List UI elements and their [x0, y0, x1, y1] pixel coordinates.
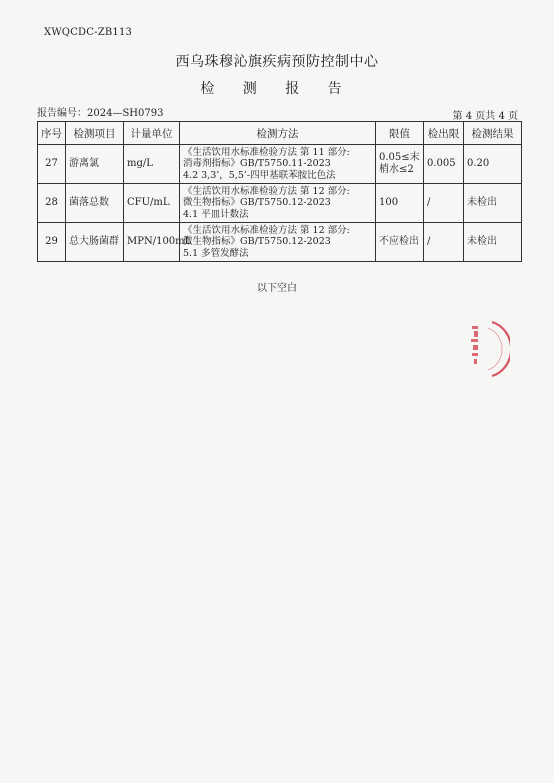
row-result: 0.20	[464, 145, 522, 184]
row-no: 28	[38, 184, 66, 223]
row-detection-limit: 0.005	[424, 145, 464, 184]
row-no: 27	[38, 145, 66, 184]
report-title: 检 测 报 告	[200, 81, 354, 97]
table-row	[38, 184, 522, 223]
col-header-detection-limit: 检出限	[424, 122, 464, 145]
method-line: 《生活饮用水标准检验方法 第 11 部分:	[183, 146, 350, 158]
row-detection-limit: /	[424, 223, 464, 262]
row-unit: mg/L	[124, 145, 180, 184]
method-line: 微生物指标》GB/T5750.12-2023	[183, 197, 331, 209]
row-item: 菌落总数	[66, 184, 124, 223]
method-line: 《生活饮用水标准检验方法 第 12 部分:	[183, 224, 350, 236]
row-limit: 不应检出	[376, 223, 424, 262]
organization-name: 西乌珠穆沁旗疾病预防控制中心	[175, 54, 379, 70]
page-indicator: 第 4 页共 4 页	[452, 111, 518, 122]
row-method	[180, 145, 376, 184]
row-no: 29	[38, 223, 66, 262]
row-detection-limit: /	[424, 184, 464, 223]
row-method	[180, 223, 376, 262]
seal-stamp-icon	[462, 318, 510, 380]
col-header-no: 序号	[38, 122, 66, 145]
method-line: 5.1 多管发酵法	[183, 247, 249, 259]
row-unit: CFU/mL	[124, 184, 180, 223]
row-item: 总大肠菌群	[66, 223, 124, 262]
row-limit: 100	[376, 184, 424, 223]
row-unit: MPN/100mL	[124, 223, 180, 262]
table-row	[38, 145, 522, 184]
document-code: XWQCDC-ZB113	[44, 27, 133, 38]
col-header-method: 检测方法	[180, 122, 376, 145]
table-row	[38, 223, 522, 262]
row-limit: 0.05≤末梢水≤2	[376, 145, 424, 184]
end-of-data-note: 以下空白	[257, 283, 297, 294]
col-header-result: 检测结果	[464, 122, 522, 145]
row-result: 未检出	[464, 223, 522, 262]
results-table	[37, 121, 522, 262]
col-header-unit: 计量单位	[124, 122, 180, 145]
row-item: 游离氯	[66, 145, 124, 184]
col-header-item: 检测项目	[66, 122, 124, 145]
method-line: 4.1 平皿计数法	[183, 208, 249, 220]
row-method	[180, 184, 376, 223]
report-number: 报告编号：2024—SH0793	[37, 108, 164, 119]
row-result: 未检出	[464, 184, 522, 223]
method-line: 《生活饮用水标准检验方法 第 12 部分:	[183, 185, 350, 197]
col-header-limit: 限值	[376, 122, 424, 145]
method-line: 微生物指标》GB/T5750.12-2023	[183, 236, 331, 248]
table-header-row	[38, 122, 522, 145]
method-line: 消毒剂指标》GB/T5750.11-2023	[183, 158, 331, 170]
method-line: 4.2 3,3’，5,5’-四甲基联苯胺比色法	[183, 169, 336, 181]
